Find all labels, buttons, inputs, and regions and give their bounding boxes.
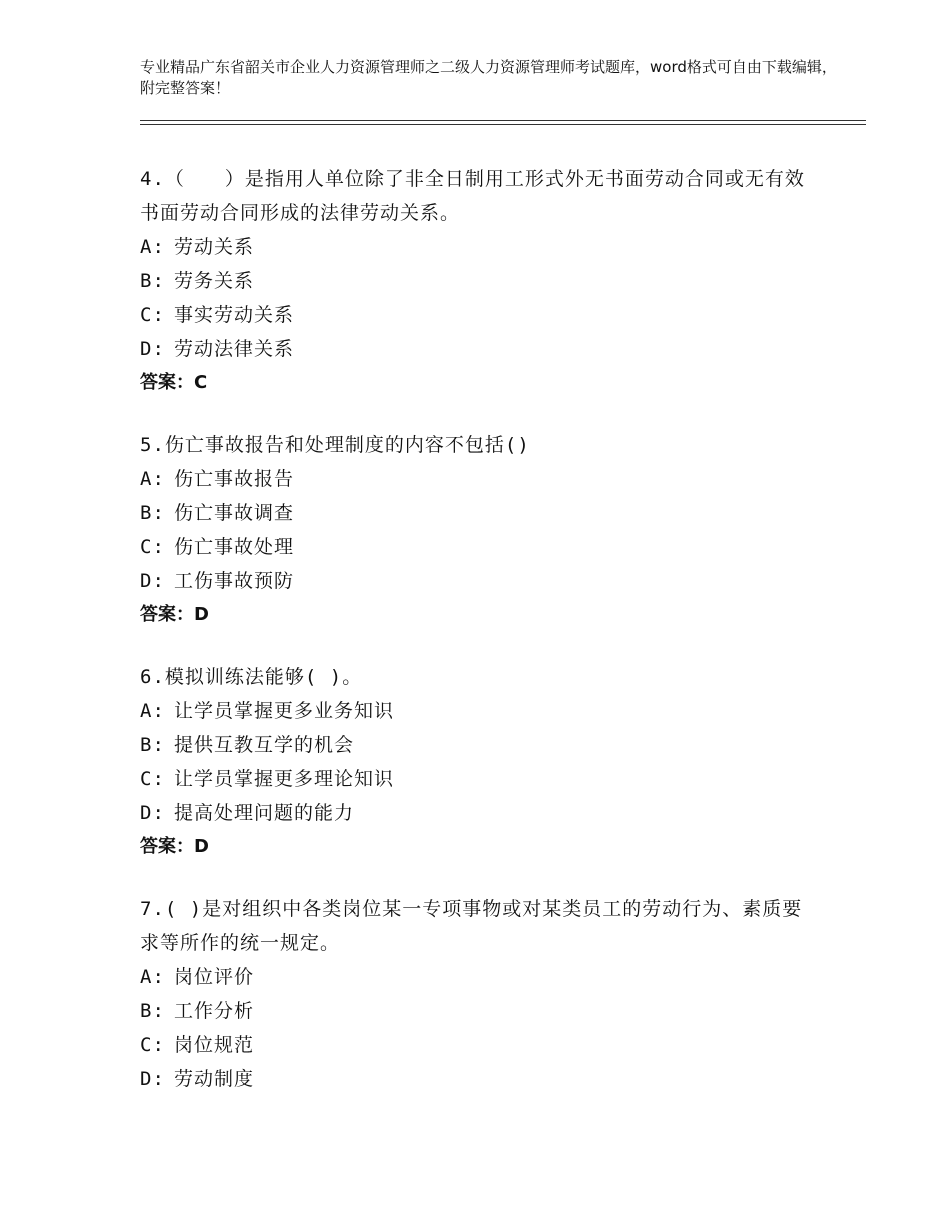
option-text: 事实劳动关系	[174, 304, 295, 326]
option-d	[140, 332, 820, 366]
option-text: 劳动法律关系	[174, 338, 295, 360]
option-text: 伤亡事故报告	[174, 468, 295, 490]
option-letter: C:	[140, 1034, 165, 1056]
header-divider-bottom	[140, 124, 866, 125]
option-text: 工伤事故预防	[174, 570, 295, 592]
option-c	[140, 762, 820, 796]
option-text: 让学员掌握更多理论知识	[174, 768, 395, 790]
question-list	[140, 162, 820, 1124]
option-a	[140, 230, 820, 264]
option-text: 提供互教互学的机会	[174, 734, 355, 756]
option-text: 岗位规范	[174, 1034, 255, 1056]
option-c	[140, 298, 820, 332]
option-b	[140, 994, 820, 1028]
option-letter: C:	[140, 768, 165, 790]
option-text: 提高处理问题的能力	[174, 802, 355, 824]
option-a	[140, 960, 820, 994]
option-letter: A:	[140, 966, 165, 988]
option-a	[140, 694, 820, 728]
option-d	[140, 796, 820, 830]
option-letter: A:	[140, 468, 165, 490]
option-letter: B:	[140, 270, 165, 292]
option-letter: B:	[140, 1000, 165, 1022]
document-header	[140, 57, 840, 99]
answer-label: 答案：D	[140, 604, 209, 625]
header-title: 专业精品广东省韶关市企业人力资源管理师之二级人力资源管理师考试题库，word格式可自由下载编辑，附完整答案！	[140, 58, 837, 97]
option-letter: D:	[140, 1068, 165, 1090]
option-letter: A:	[140, 236, 165, 258]
option-letter: C:	[140, 536, 165, 558]
question-stem: 5.伤亡事故报告和处理制度的内容不包括()	[140, 434, 530, 456]
option-d	[140, 564, 820, 598]
option-text: 伤亡事故处理	[174, 536, 295, 558]
option-letter: D:	[140, 338, 165, 360]
option-text: 岗位评价	[174, 966, 255, 988]
question-stem: 7.( )是对组织中各类岗位某一专项事物或对某类员工的劳动行为、素质要求等所作的统一规定。	[140, 898, 803, 954]
question-stem: 6.模拟训练法能够( )。	[140, 666, 363, 688]
question-7	[140, 892, 820, 1096]
option-text: 劳动制度	[174, 1068, 255, 1090]
option-letter: D:	[140, 570, 165, 592]
option-b	[140, 264, 820, 298]
option-letter: D:	[140, 802, 165, 824]
option-letter: B:	[140, 502, 165, 524]
option-letter: B:	[140, 734, 165, 756]
option-letter: C:	[140, 304, 165, 326]
question-5	[140, 428, 820, 632]
option-text: 工作分析	[174, 1000, 255, 1022]
option-b	[140, 496, 820, 530]
option-c	[140, 1028, 820, 1062]
question-6	[140, 660, 820, 864]
option-text: 让学员掌握更多业务知识	[174, 700, 395, 722]
answer-label: 答案：D	[140, 836, 209, 857]
answer-label: 答案：C	[140, 372, 208, 393]
option-b	[140, 728, 820, 762]
question-stem: 4.（ ）是指用人单位除了非全日制用工形式外无书面劳动合同或无有效书面劳动合同形成的法律劳动关系。	[140, 168, 805, 224]
option-text: 劳务关系	[174, 270, 255, 292]
option-text: 劳动关系	[174, 236, 255, 258]
option-d	[140, 1062, 820, 1096]
question-4	[140, 162, 820, 400]
option-c	[140, 530, 820, 564]
option-text: 伤亡事故调查	[174, 502, 295, 524]
option-letter: A:	[140, 700, 165, 722]
option-a	[140, 462, 820, 496]
header-divider-top	[140, 120, 866, 121]
